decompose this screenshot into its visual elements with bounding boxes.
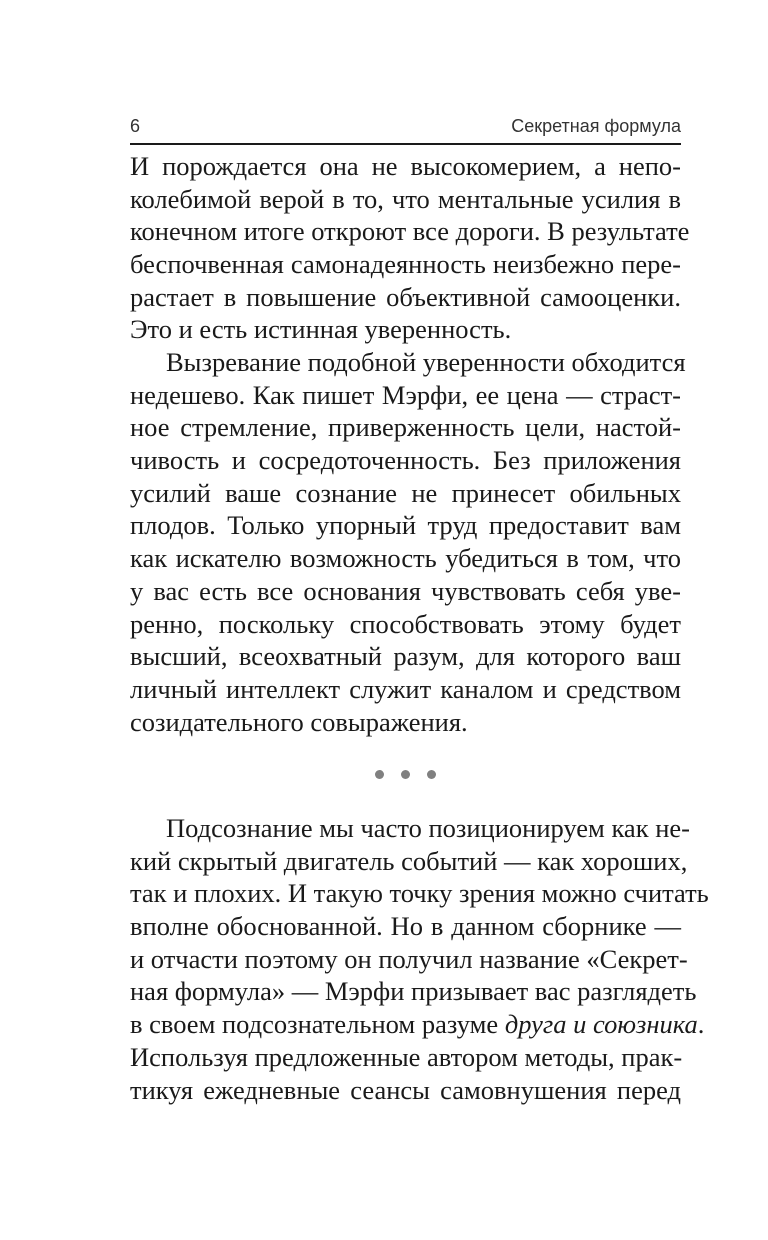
italic-phrase: друга и союзника: [504, 1009, 698, 1040]
text-line: колебимой верой в то, что ментальные усилия в: [130, 183, 681, 214]
running-title: Секретная формула: [511, 116, 681, 136]
dot-icon: [375, 770, 384, 779]
text-line: и отчасти поэтому он получил название «Секрет-: [130, 943, 688, 974]
text-line: [130, 1008, 705, 1041]
text-line: усилий ваше сознание не принесет обильных: [130, 477, 681, 508]
page-number: 6: [130, 116, 141, 136]
paragraph-1: [130, 150, 690, 346]
text-line: у вас есть все основания чувствовать себя уве-: [130, 575, 681, 606]
text-line: чивость и сосредоточенность. Без приложения: [130, 445, 681, 476]
text-line: созидательного совыражения.: [130, 706, 468, 737]
text-line: высший, всеохватный разум, для которого ваш: [130, 641, 681, 672]
paragraph-2: [130, 346, 686, 738]
section-break: [130, 765, 681, 785]
text-line: Вызревание подобной уверенности обходится: [166, 347, 686, 377]
text-line: вполне обоснованной. Но в данном сборнике —: [130, 911, 681, 942]
text-line: недешево. Как пишет Мэрфи, ее цена — страст-: [130, 379, 681, 410]
text-line: конечном итоге откроют все дороги. В результате: [130, 216, 690, 247]
running-header: [130, 113, 681, 145]
text-line: тикуя ежедневные сеансы самовнушения перед: [130, 1074, 681, 1105]
text-line-prefix: в своем подсознательном разуме: [130, 1009, 505, 1040]
text-line-suffix: .: [697, 1009, 705, 1040]
text-line: растает в повышение объективной самооценки.: [130, 281, 681, 312]
text-line: И порождается она не высокомерием, а непо-: [130, 151, 681, 181]
text-line: Это и есть истинная уверенность.: [130, 314, 512, 345]
text-line: как искателю возможность убедиться в том, что: [130, 543, 681, 574]
text-line: так и плохих. И такую точку зрения можно считать: [130, 878, 709, 909]
paragraph-3: [130, 812, 709, 1106]
text-line: беспочвенная самонадеянность неизбежно пере-: [130, 249, 681, 280]
dot-icon: [427, 770, 436, 779]
text-line: Подсознание мы часто позиционируем как не-: [166, 813, 690, 843]
text-line: личный интеллект служит каналом и средством: [130, 673, 681, 704]
text-line: плодов. Только упорный труд предоставит вам: [130, 510, 681, 541]
text-line: Используя предложенные автором методы, прак-: [130, 1041, 683, 1072]
text-line: кий скрытый двигатель событий — как хороших,: [130, 845, 688, 876]
dot-icon: [401, 770, 410, 779]
text-line: ренно, поскольку способствовать этому будет: [130, 608, 681, 639]
text-line: ное стремление, приверженность цели, настой-: [130, 412, 681, 443]
text-line: ная формула» — Мэрфи призывает вас разглядеть: [130, 976, 697, 1007]
